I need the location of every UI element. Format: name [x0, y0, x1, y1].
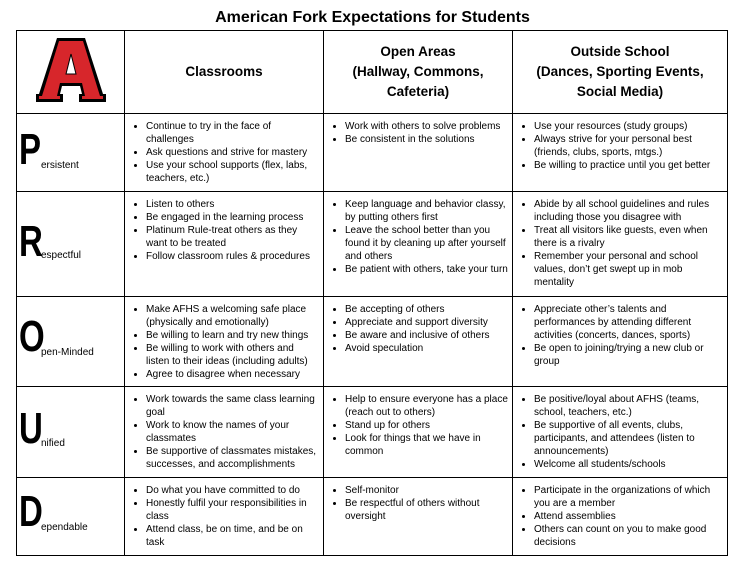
outside-cell — [513, 297, 728, 387]
list-item: • Use your resources (study groups) — [534, 120, 723, 133]
value-rest: espectful — [41, 250, 82, 261]
row-dependable — [17, 478, 728, 556]
logo-cell — [17, 31, 125, 114]
page-title: American Fork Expectations for Students — [215, 9, 530, 26]
list-item: • Be patient with others, take your turn — [345, 263, 508, 276]
classrooms-cell — [125, 114, 324, 192]
classrooms-cell — [125, 192, 324, 297]
list-item: • Always strive for your personal best (friends, clubs, sports, mtgs.) — [534, 133, 723, 159]
open-areas-cell — [324, 297, 513, 387]
outside-cell — [513, 387, 728, 478]
outside-cell — [513, 478, 728, 556]
value-letter: U — [19, 404, 42, 453]
open-areas-cell — [324, 478, 513, 556]
list-item: • Treat all visitors like guests, even when there is a rivalry — [534, 224, 723, 250]
value-letter: P — [19, 125, 40, 174]
expectations-table — [16, 30, 728, 556]
value-rest: pen-Minded — [41, 347, 94, 358]
list-item: • Continue to try in the face of challenges — [146, 120, 319, 146]
list-item: • Be open to joining/trying a new club or group — [534, 342, 723, 368]
list-item: • Work with others to solve problems — [345, 120, 508, 133]
list-item: • Be respectful of others without oversight — [345, 497, 508, 523]
list-item: • Attend assemblies — [534, 510, 723, 523]
list-item: • Be consistent in the solutions — [345, 133, 508, 146]
list-item: • Attend class, be on time, and be on task — [146, 523, 319, 549]
list-item: • Platinum Rule-treat others as they want to be treated — [146, 224, 319, 250]
header-open-areas — [324, 31, 513, 114]
row-persistent — [17, 114, 728, 192]
open-areas-cell — [324, 387, 513, 478]
value-cell — [17, 478, 125, 556]
value-letter: D — [19, 487, 42, 536]
header-outside-school — [513, 31, 728, 114]
list-item: • Listen to others — [146, 198, 319, 211]
list-item: • Be accepting of others — [345, 303, 508, 316]
list-item: • Be engaged in the learning process — [146, 211, 319, 224]
list-item: • Ask questions and strive for mastery — [146, 146, 319, 159]
classrooms-cell — [125, 478, 324, 556]
row-open-minded — [17, 297, 728, 387]
row-respectful — [17, 192, 728, 297]
school-logo-icon — [35, 34, 107, 104]
value-cell — [17, 114, 125, 192]
list-item: • Remember your personal and school values, don’t get swept up in mob mentality — [534, 250, 723, 289]
list-item: • Leave the school better than you found it by cleaning up after yourself and others — [345, 224, 508, 263]
list-item: • Others can count on you to make good decisions — [534, 523, 723, 549]
outside-cell — [513, 192, 728, 297]
list-item: • Follow classroom rules & procedures — [146, 250, 319, 263]
list-item: • Stand up for others — [345, 419, 508, 432]
list-item: • Be positive/loyal about AFHS (teams, school, teachers, etc.) — [534, 393, 723, 419]
list-item: • Participate in the organizations of which you are a member — [534, 484, 723, 510]
value-letter: R — [19, 217, 42, 266]
list-item: • Make AFHS a welcoming safe place (physically and emotionally) — [146, 303, 319, 329]
list-item: • Keep language and behavior classy, by putting others first — [345, 198, 508, 224]
list-item: • Be willing to practice until you get better — [534, 159, 723, 172]
header-row — [17, 31, 728, 114]
list-item: • Be willing to learn and try new things — [146, 329, 319, 342]
open-areas-cell — [324, 114, 513, 192]
list-item: • Help to ensure everyone has a place (reach out to others) — [345, 393, 508, 419]
value-letter: O — [19, 312, 44, 361]
header-outside-school-label: Outside School (Dances, Sporting Events, Social Media) — [536, 44, 704, 99]
list-item: • Welcome all students/schools — [534, 458, 723, 471]
value-cell — [17, 297, 125, 387]
row-unified — [17, 387, 728, 478]
list-item: • Work to know the names of your classmates — [146, 419, 319, 445]
list-item: • Honestly fulfil your responsibilities in class — [146, 497, 319, 523]
classrooms-cell — [125, 297, 324, 387]
list-item: • Look for things that we have in common — [345, 432, 508, 458]
header-open-areas-label: Open Areas (Hallway, Commons, Cafeteria) — [352, 44, 484, 99]
list-item: • Be aware and inclusive of others — [345, 329, 508, 342]
header-classrooms: Classrooms — [125, 31, 324, 114]
list-item: • Work towards the same class learning goal — [146, 393, 319, 419]
value-rest: ersistent — [41, 160, 79, 171]
list-item: • Use your school supports (flex, labs, teachers, etc.) — [146, 159, 319, 185]
list-item: • Avoid speculation — [345, 342, 508, 355]
list-item: • Do what you have committed to do — [146, 484, 319, 497]
list-item: • Appreciate and support diversity — [345, 316, 508, 329]
list-item: • Self-monitor — [345, 484, 508, 497]
open-areas-cell — [324, 192, 513, 297]
list-item: • Be willing to work with others and listen to their ideas (including adults) — [146, 342, 319, 368]
value-cell — [17, 192, 125, 297]
list-item: • Agree to disagree when necessary — [146, 368, 319, 381]
classrooms-cell — [125, 387, 324, 478]
outside-cell — [513, 114, 728, 192]
list-item: • Abide by all school guidelines and rules including those you disagree with — [534, 198, 723, 224]
value-rest: nified — [41, 438, 65, 449]
list-item: • Be supportive of classmates mistakes, successes, and accomplishments — [146, 445, 319, 471]
list-item: • Appreciate other’s talents and performances by attending different activities (concerts, dances, sports) — [534, 303, 723, 342]
value-cell — [17, 387, 125, 478]
list-item: • Be supportive of all events, clubs, participants, and attendees (listen to announcements) — [534, 419, 723, 458]
value-rest: ependable — [41, 522, 88, 533]
